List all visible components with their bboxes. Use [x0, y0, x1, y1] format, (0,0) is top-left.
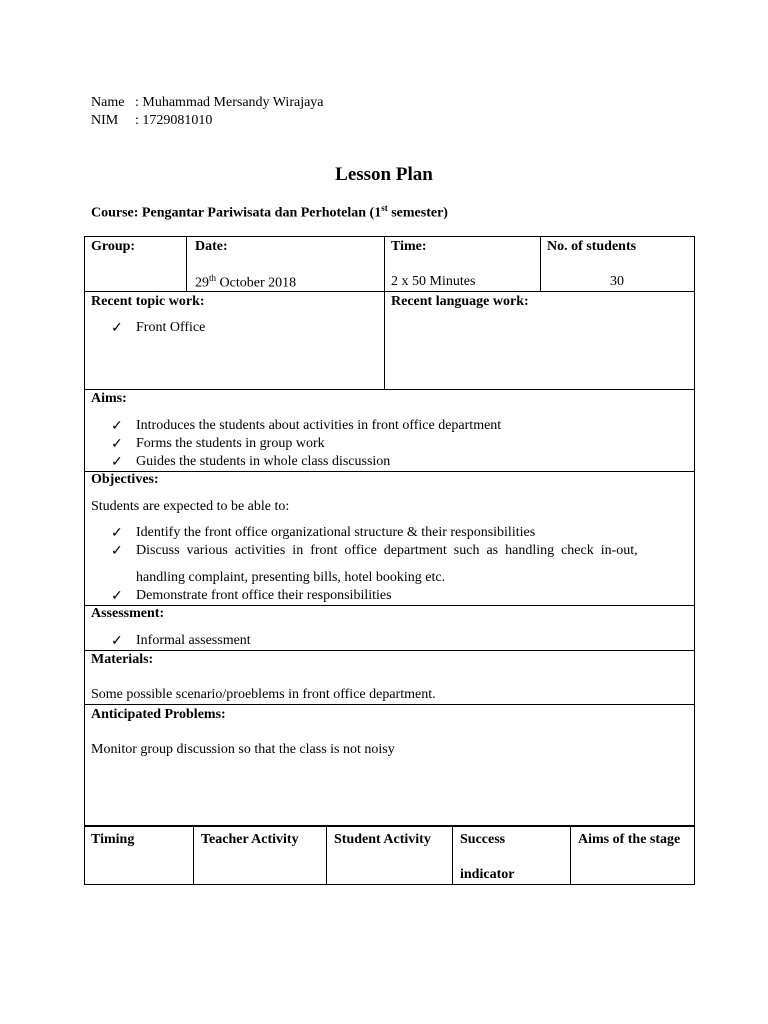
stage-table: [84, 825, 695, 885]
header-aims-of-stage: Aims of the stage: [578, 832, 681, 847]
header-teacher-activity: Teacher Activity: [201, 832, 299, 847]
check-icon: ✓: [111, 589, 123, 604]
aims-text: Forms the students in group work: [136, 436, 325, 451]
header-timing: Timing: [91, 832, 135, 847]
check-icon: ✓: [111, 544, 123, 559]
students-label: No. of students: [547, 239, 637, 254]
header-student-activity: Student Activity: [334, 832, 431, 847]
materials-label: Materials:: [91, 652, 154, 667]
objective-item: [85, 525, 685, 543]
recent-topic-item: [85, 320, 375, 338]
objective-item: [85, 543, 685, 561]
objectives-intro: Students are expected to be able to:: [91, 499, 290, 514]
materials-text: Some possible scenario/proeblems in front office department.: [91, 687, 436, 702]
course-sup: st: [381, 203, 388, 213]
objective-text: Demonstrate front office their responsibilities: [136, 588, 392, 603]
date-sup: th: [209, 273, 217, 283]
student-nim-line: [91, 112, 212, 130]
aims-item: [85, 436, 685, 454]
aims-label: Aims:: [91, 391, 127, 406]
lesson-plan-table: [84, 236, 695, 826]
check-icon: ✓: [111, 419, 123, 434]
check-icon: ✓: [111, 321, 123, 336]
nim-value: : 1729081010: [135, 113, 213, 128]
recent-topic-label: Recent topic work:: [91, 294, 205, 309]
objective-continuation: handling complaint, presenting bills, hotel booking etc.: [136, 570, 446, 585]
time-label: Time:: [391, 239, 427, 254]
check-icon: ✓: [111, 437, 123, 452]
course-suffix: semester): [387, 205, 448, 221]
student-name-line: [91, 94, 324, 112]
recent-topic-text: Front Office: [136, 320, 206, 335]
objective-text: Discuss various activities in front office department such as handling check in-out,: [136, 543, 638, 558]
anticipated-label: Anticipated Problems:: [91, 707, 226, 722]
date-rest: October 2018: [216, 275, 297, 291]
name-label: Name: [91, 95, 125, 110]
objective-text: Identify the front office organizational structure & their responsibilities: [136, 525, 536, 540]
assessment-text: Informal assessment: [136, 633, 251, 648]
nim-label: NIM: [91, 113, 119, 128]
objectives-label: Objectives:: [91, 472, 159, 487]
aims-item: [85, 418, 685, 436]
page-title: Lesson Plan: [335, 164, 433, 185]
date-value: [195, 273, 296, 292]
assessment-label: Assessment:: [91, 606, 165, 621]
students-value: 30: [610, 274, 624, 289]
course-line: [91, 203, 448, 222]
objective-item: [85, 588, 685, 606]
anticipated-text: Monitor group discussion so that the class is not noisy: [91, 742, 395, 757]
name-value: : Muhammad Mersandy Wirajaya: [135, 95, 324, 110]
header-indicator: indicator: [460, 867, 515, 882]
check-icon: ✓: [111, 526, 123, 541]
check-icon: ✓: [111, 634, 123, 649]
course-prefix: Course: Pengantar Pariwisata dan Perhotelan (1: [91, 205, 382, 221]
assessment-item: [85, 633, 685, 651]
time-value: 2 x 50 Minutes: [391, 274, 476, 289]
check-icon: ✓: [111, 455, 123, 470]
aims-text: Guides the students in whole class discussion: [136, 454, 391, 469]
header-success: Success: [460, 832, 506, 847]
aims-text: Introduces the students about activities in front office department: [136, 418, 502, 433]
date-day: 29: [195, 275, 209, 291]
recent-language-label: Recent language work:: [391, 294, 529, 309]
date-label: Date:: [195, 239, 228, 254]
group-label: Group:: [91, 239, 136, 254]
aims-item: [85, 454, 685, 472]
